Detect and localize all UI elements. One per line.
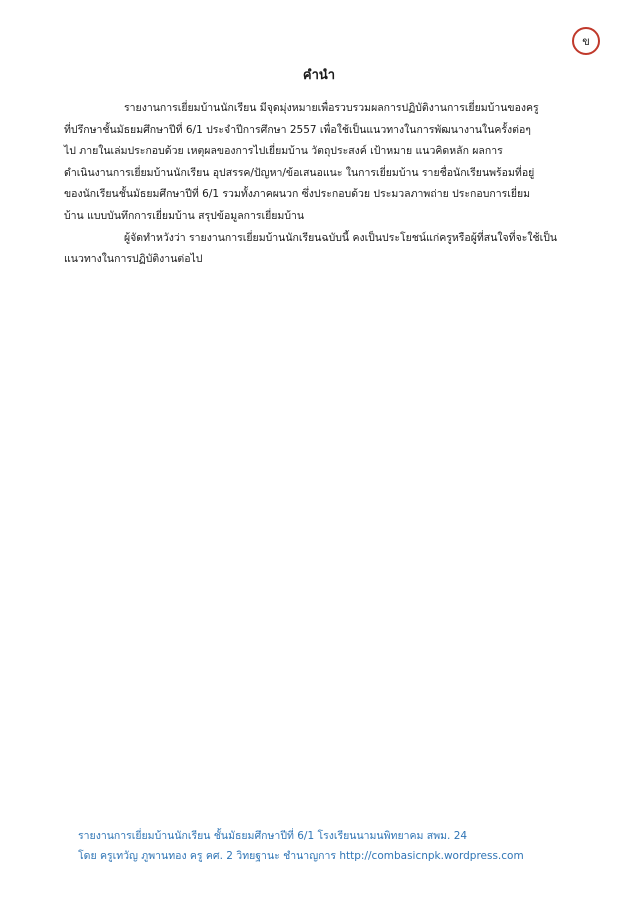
footer-line-author: โดย ครูเทวัญ ภูพานทอง ครู คศ. 2 วิทยฐานะ ชำนาญการ http://combasicnpk.wordpress.com [78,850,524,862]
paragraph-line: ไป ภายในเล่มประกอบด้วย เหตุผลของการไปเยี่ยมบ้าน วัตถุประสงค์ เป้าหมาย แนวคิดหลัก ผลการ [64,145,503,158]
paragraph-line: บ้าน แบบบันทึกการเยี่ยมบ้าน สรุปข้อมูลการเยี่ยมบ้าน [64,209,305,222]
paragraph-line: ดำเนินงานการเยี่ยมบ้านนักเรียน อุปสรรค/ปัญหา/ข้อเสนอแนะ ในการเยี่ยมบ้าน รายชื่อนักเรียนพร้อมที่อยู่ [64,166,535,179]
page-number-badge [572,27,600,55]
page-footer [78,826,524,866]
paragraph-line: ผู้จัดทำหวังว่า รายงานการเยี่ยมบ้านนักเรียนฉบับนี้ คงเป็นประโยชน์แก่ครูหรือผู้ที่สนใจที่จะใช้เป็น [124,231,558,244]
paragraph-line: ที่ปรึกษาชั้นมัธยมศึกษาปีที่ 6/1 ประจำปีการศึกษา 2557 เพื่อใช้เป็นแนวทางในการพัฒนางานในครั้งต่อๆ [64,123,531,136]
paragraph-line: ของนักเรียนชั้นมัธยมศึกษาปีที่ 6/1 รวมทั้งภาคผนวก ซึ่งประกอบด้วย ประมวลภาพถ่าย ประกอบการเยี่ยม [64,188,531,201]
preface-body [64,98,574,271]
paragraph-line: แนวทางในการปฏิบัติงานต่อไป [64,253,203,266]
page-number: ข [582,35,590,48]
footer-line-report: รายงานการเยี่ยมบ้านนักเรียน ชั้นมัธยมศึกษาปีที่ 6/1 โรงเรียนนามนพิทยาคม สพม. 24 [78,830,468,842]
paragraph-line: รายงานการเยี่ยมบ้านนักเรียน มีจุดมุ่งหมายเพื่อรวบรวมผลการปฏิบัติงานการเยี่ยมบ้านของครู [124,102,539,114]
page-title: คำนำ [302,68,336,83]
